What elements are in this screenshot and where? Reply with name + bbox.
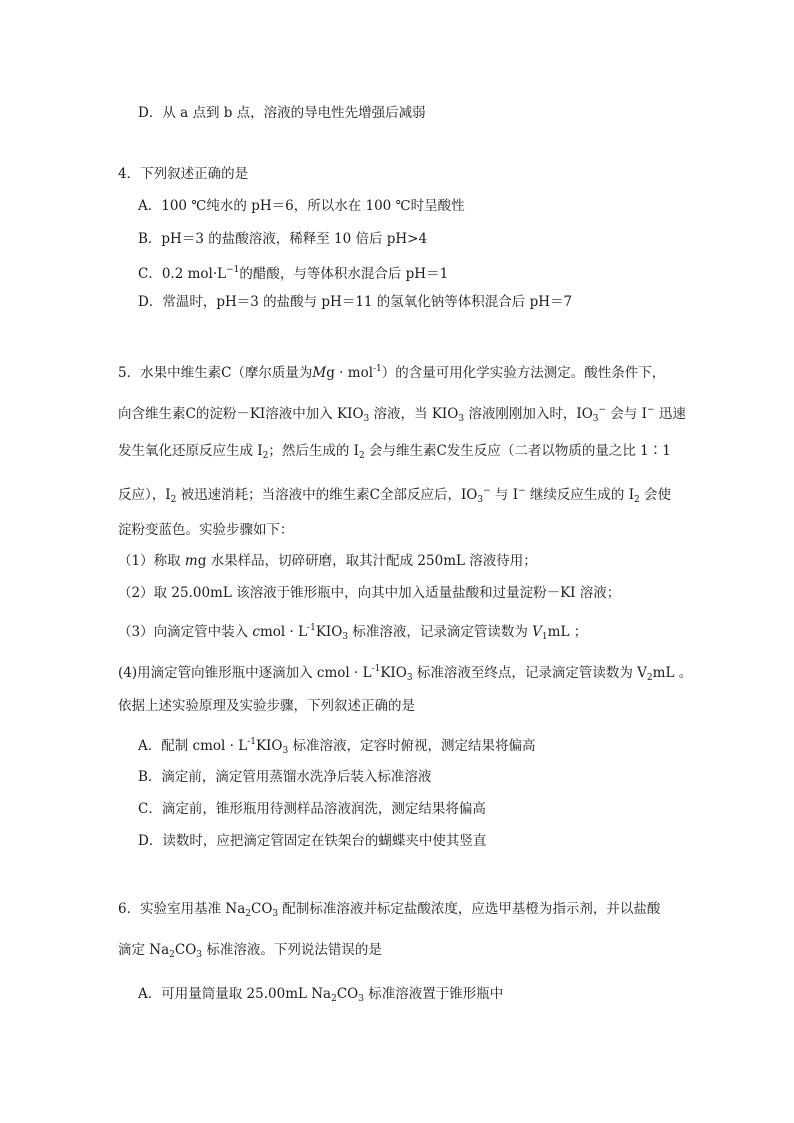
q5-stem-line-4: 反应），$I_2$ 被迅速消耗；当溶液中的维生素C全部反应后，$IO_3^-$ 与 I− 继续反应生成的 $I_2$ 会使 [118, 486, 672, 505]
q3-option-d: D．从 a 点到 b 点，溶液的导电性先增强后减弱 [138, 105, 426, 121]
q5-question: 依据上述实验原理及实验步骤，下列叙述正确的是 [118, 698, 415, 714]
q5-step-3: （3）向滴定管中装入 cmol · $L^{-1}KIO_3$ 标准溶液，记录滴定管读数为 $V_1mL$ ； [118, 623, 588, 642]
q5-stem-line-1: 5．水果中维生素C（摩尔质量为Mg · mol$^{-1}$）的含量可用化学实验方法测定。酸性条件下， [118, 364, 666, 381]
q4-stem: 4．下列叙述正确的是 [118, 166, 249, 182]
q6-stem-line-1: 6．实验室用基准 $Na_2CO_3$ 配制标准溶液并标定盐酸浓度，应选甲基橙为指示剂，并以盐酸 [118, 901, 661, 919]
q4-option-d: D．常温时，pH＝3 的盐酸与 pH＝11 的氢氧化钠等体积混合后 pH＝7 [138, 294, 573, 310]
q5-option-d: D．读数时，应把滴定管固定在铁架台的蝴蝶夹中使其竖直 [138, 833, 487, 849]
q5-stem-line-2: 向含维生素C的淀粉－KI溶液中加入 $KIO_3$ 溶液，当 $KIO_3$ 溶液刚刚加入时，$IO_3^-$ 会与 I− 迅速 [118, 405, 686, 424]
q5-option-b: B．滴定前，滴定管用蒸馏水洗净后装入标准溶液 [138, 769, 432, 785]
q5-stem-line-3: 发生氧化还原反应生成 $I_2$；然后生成的 $I_2$ 会与维生素C发生反应（二者以物质的量之比 1∶1 [118, 443, 671, 461]
q4-option-c: C．0.2 $mol\cdot L^{-1}$的醋酸，与等体积水混合后 pH＝1 [138, 265, 449, 282]
q4-option-a: A．100 ℃纯水的 pH＝6，所以水在 100 ℃时呈酸性 [138, 198, 465, 214]
q5-option-a: A．配制 cmol · $L^{-1}KIO_3$ 标准溶液，定容时俯视，测定结果将偏高 [138, 737, 536, 756]
q5-stem-line-5: 淀粉变蓝色。实验步骤如下： [118, 522, 294, 538]
q5-step-2: （2）取 25.00mL 该溶液于锥形瓶中，向其中加入适量盐酸和过量淀粉－KI 溶液； [118, 585, 621, 601]
q6-stem-line-2: 滴定 $Na_2CO_3$ 标准溶液。下列说法错误的是 [118, 942, 382, 960]
q4-option-b: B．pH＝3 的盐酸溶液，稀释至 10 倍后 pH>4 [138, 231, 428, 247]
q5-step-1: （1）称取 mg 水果样品，切碎研磨，取其汁配成 250mL 溶液待用； [118, 553, 537, 569]
q6-option-a: A．可用量筒量取 25.00mL $Na_2CO_3$ 标准溶液置于锥形瓶中 [138, 986, 504, 1004]
q5-option-c: C．滴定前，锥形瓶用待测样品溶液润洗，测定结果将偏高 [138, 801, 486, 817]
q5-step-4: (4)用滴定管向锥形瓶中逐滴加入 cmol · $L^{-1}KIO_3$ 标准溶液至终点，记录滴定管读数为 $V_2mL$ 。 [118, 664, 693, 683]
